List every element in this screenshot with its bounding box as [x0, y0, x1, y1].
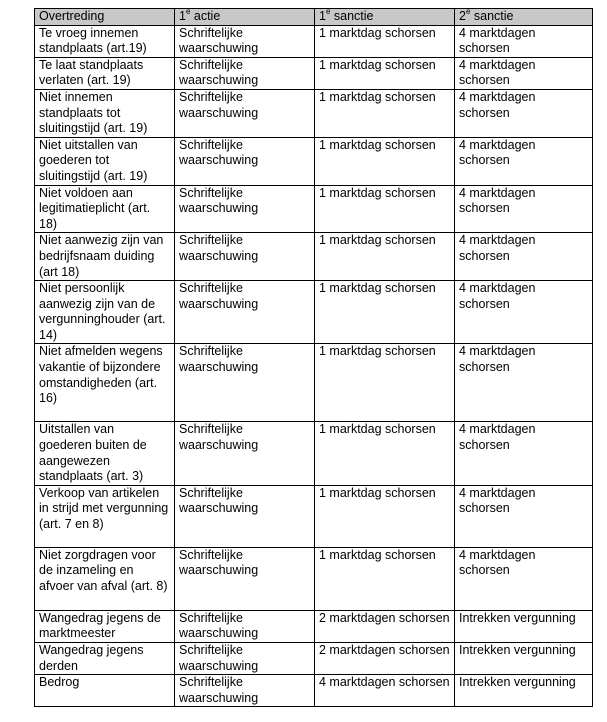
table-row — [35, 233, 593, 281]
cell-sanctie-2: 4 marktdagen schorsen — [455, 422, 593, 485]
table-row — [35, 185, 593, 233]
cell-actie-1: Schriftelijke waarschuwing — [175, 643, 315, 675]
cell-overtreding: Te vroeg innemen standplaats (art.19) — [35, 25, 175, 57]
header-sanctie-2: 2e sanctie — [455, 9, 593, 26]
cell-actie-1: Schriftelijke waarschuwing — [175, 57, 315, 89]
cell-sanctie-2: Intrekken vergunning — [455, 610, 593, 642]
cell-overtreding: Verkoop van artikelen in strijd met vergunning (art. 7 en 8) — [35, 485, 175, 547]
cell-sanctie-2: 4 marktdagen schorsen — [455, 137, 593, 185]
cell-overtreding: Uitstallen van goederen buiten de aangewezen standplaats (art. 3) — [35, 422, 175, 485]
table-row — [35, 610, 593, 642]
cell-overtreding: Niet zorgdragen voor de inzameling en afvoer van afval (art. 8) — [35, 547, 175, 610]
cell-sanctie-1: 1 marktdag schorsen — [315, 57, 455, 89]
table-row — [35, 344, 593, 422]
cell-overtreding: Niet uitstallen van goederen tot sluitingstijd (art. 19) — [35, 137, 175, 185]
cell-actie-1: Schriftelijke waarschuwing — [175, 675, 315, 707]
cell-actie-1: Schriftelijke waarschuwing — [175, 137, 315, 185]
cell-overtreding: Bedrog — [35, 675, 175, 707]
cell-sanctie-1: 1 marktdag schorsen — [315, 25, 455, 57]
cell-actie-1: Schriftelijke waarschuwing — [175, 547, 315, 610]
cell-sanctie-1: 2 marktdagen schorsen — [315, 610, 455, 642]
cell-actie-1: Schriftelijke waarschuwing — [175, 185, 315, 233]
cell-actie-1: Schriftelijke waarschuwing — [175, 89, 315, 137]
table-row — [35, 485, 593, 547]
table-row — [35, 137, 593, 185]
cell-sanctie-1: 1 marktdag schorsen — [315, 137, 455, 185]
table-row — [35, 57, 593, 89]
header-overtreding: Overtreding — [35, 9, 175, 26]
table-row — [35, 281, 593, 344]
cell-sanctie-2: 4 marktdagen schorsen — [455, 233, 593, 281]
header-actie-1: 1e actie — [175, 9, 315, 26]
cell-overtreding: Niet innemen standplaats tot sluitingstijd (art. 19) — [35, 89, 175, 137]
cell-sanctie-1: 1 marktdag schorsen — [315, 547, 455, 610]
cell-sanctie-1: 2 marktdagen schorsen — [315, 643, 455, 675]
table-row — [35, 89, 593, 137]
sanctions-table — [34, 8, 593, 707]
cell-overtreding: Niet voldoen aan legitimatieplicht (art. 18) — [35, 185, 175, 233]
cell-overtreding: Niet afmelden wegens vakantie of bijzondere omstandigheden (art. 16) — [35, 344, 175, 422]
cell-sanctie-2: 4 marktdagen schorsen — [455, 344, 593, 422]
cell-overtreding: Wangedrag jegens derden — [35, 643, 175, 675]
cell-overtreding: Niet aanwezig zijn van bedrijfsnaam duiding (art 18) — [35, 233, 175, 281]
cell-actie-1: Schriftelijke waarschuwing — [175, 422, 315, 485]
cell-sanctie-1: 1 marktdag schorsen — [315, 185, 455, 233]
cell-sanctie-1: 1 marktdag schorsen — [315, 89, 455, 137]
cell-sanctie-1: 1 marktdag schorsen — [315, 281, 455, 344]
table-row — [35, 422, 593, 485]
header-sanctie-1: 1e sanctie — [315, 9, 455, 26]
table-row — [35, 675, 593, 707]
cell-actie-1: Schriftelijke waarschuwing — [175, 281, 315, 344]
table-row — [35, 25, 593, 57]
cell-overtreding: Wangedrag jegens de marktmeester — [35, 610, 175, 642]
cell-overtreding: Niet persoonlijk aanwezig zijn van de vergunninghouder (art. 14) — [35, 281, 175, 344]
cell-sanctie-1: 4 marktdagen schorsen — [315, 675, 455, 707]
cell-sanctie-2: 4 marktdagen schorsen — [455, 57, 593, 89]
cell-sanctie-1: 1 marktdag schorsen — [315, 233, 455, 281]
table-row — [35, 643, 593, 675]
header-row — [35, 9, 593, 26]
cell-actie-1: Schriftelijke waarschuwing — [175, 25, 315, 57]
cell-actie-1: Schriftelijke waarschuwing — [175, 233, 315, 281]
cell-sanctie-2: 4 marktdagen schorsen — [455, 547, 593, 610]
cell-sanctie-1: 1 marktdag schorsen — [315, 485, 455, 547]
cell-sanctie-1: 1 marktdag schorsen — [315, 344, 455, 422]
cell-actie-1: Schriftelijke waarschuwing — [175, 485, 315, 547]
cell-sanctie-2: 4 marktdagen schorsen — [455, 485, 593, 547]
cell-actie-1: Schriftelijke waarschuwing — [175, 610, 315, 642]
cell-sanctie-2: Intrekken vergunning — [455, 675, 593, 707]
cell-actie-1: Schriftelijke waarschuwing — [175, 344, 315, 422]
cell-overtreding: Te laat standplaats verlaten (art. 19) — [35, 57, 175, 89]
cell-sanctie-2: 4 marktdagen schorsen — [455, 185, 593, 233]
cell-sanctie-1: 1 marktdag schorsen — [315, 422, 455, 485]
cell-sanctie-2: 4 marktdagen schorsen — [455, 89, 593, 137]
cell-sanctie-2: Intrekken vergunning — [455, 643, 593, 675]
cell-sanctie-2: 4 marktdagen schorsen — [455, 281, 593, 344]
table-row — [35, 547, 593, 610]
cell-sanctie-2: 4 marktdagen schorsen — [455, 25, 593, 57]
